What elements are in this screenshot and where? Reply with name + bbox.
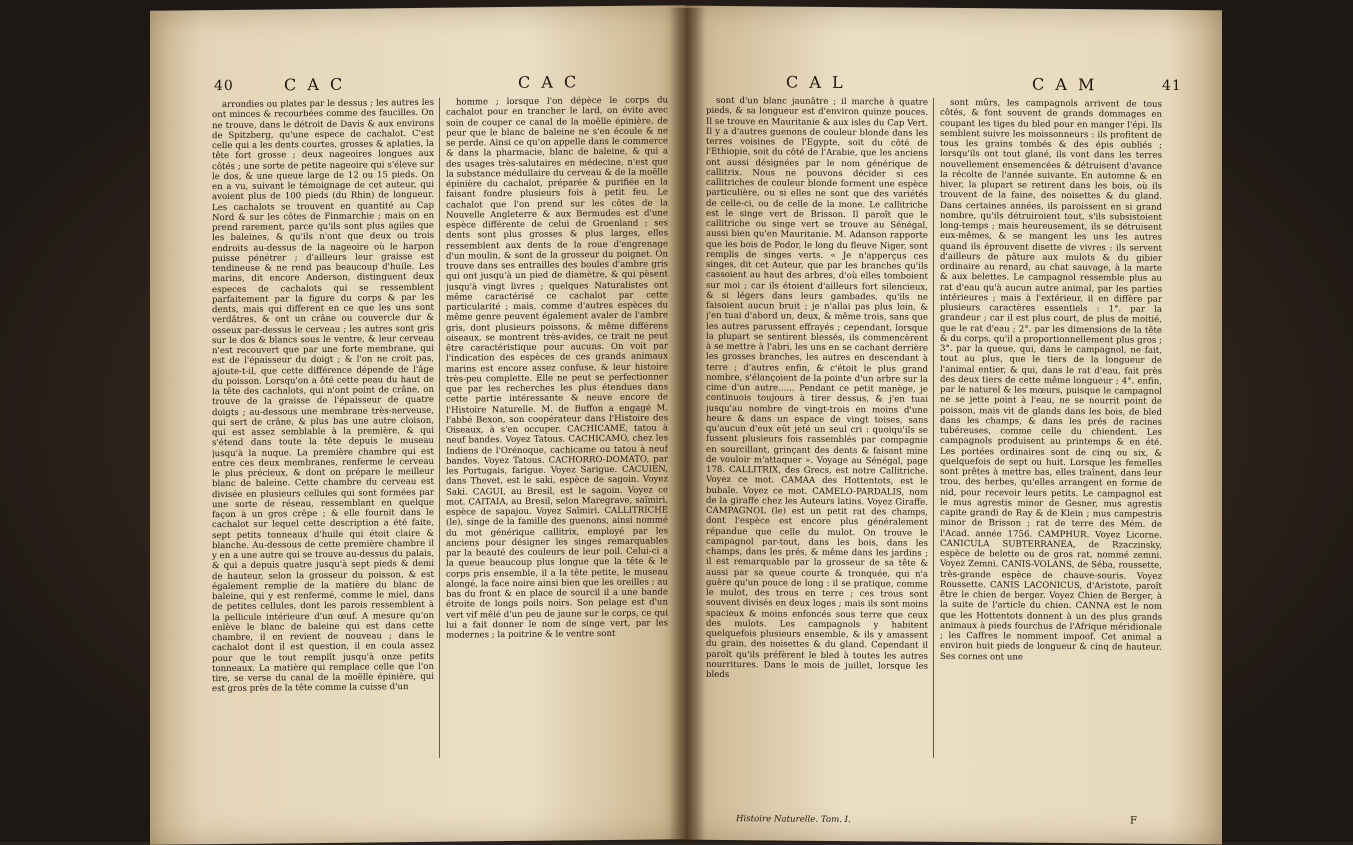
left-column-2 (446, 95, 668, 837)
right-page (686, 6, 1222, 845)
right-page-signature: F (1130, 815, 1137, 827)
right-column-rule (933, 98, 934, 758)
right-column-1 (706, 96, 928, 838)
left-column-2-text: homme ; lorsque l'on dépèce le corps du cachalot pour en trancher le lard, on évite avec soin de couper ce canal de la moëlle épinière, de peur que le blanc de baleine ne s'en écoule & ne se perde. Ainsi ce qu'on appelle dans le commerce & dans la pharmacie, blanc de baleine, & qui a des usages très-salutaires en médecine, n'est que la substance médullaire du cerveau & de la moëlle épinière du cachalot, préparée & purifiée en la faisant fondre plusieurs fois à petit feu. Le cachalot que l'on prend sur les côtes de la Nouvelle Angleterre & aux Bermudes est d'une espèce différente de celui de Groenland ; ses dents sont plus grosses & plus larges, elles ressemblent aux dents de la roue d'engrenage d'un moulin, & sont de la grosseur du poignet. On trouve dans ses entrailles des boules d'ambre gris qui ont jusqu'à un pied de diamètre, & qui pèsent jusqu'à vingt livres ; quelques Naturalistes ont même caractérisé ce cachalot par cette particularité ; mais, comme d'autres espèces du même genre peuvent également avaler de l'ambre gris, dont plusieurs poissons, & même différens oiseaux, se montrent très-avides, ce trait ne peut être caractéristique pour aucuns. On voit par l'indication des espèces de ces grands animaux marins est encore assez confuse, & leur histoire très-peu complette. Elle ne peut se perfectionner que par les recherches les plus étendues dans cette partie intéressante & neuve encore de l'Histoire Naturelle. M. de Buffon a engagé M. l'abbé Bexon, son coopérateur dans l'Histoire des Oiseaux, à s'en occuper. CACHICAME, tatou à neuf bandes. Voyez Tatous. CACHICAMO, chez les Indiens de l'Orénoque, cachicame ou tatou à neuf bandes. Voyez Tatous. CACHORRO-DOMATO, par les Portugais, farigue. Voyez Sarigue. CACUIEN, dans Thevet, est le saki, espèce de sagoin. Voyez Saki. CAGUI, au Bresil, est le sagoin. Voyez ce mot. CAITAIA, au Bresil, selon Maregrave, saïmiri, espèce de sapajou. Voyez Saïmiri. CALLITRICHE (le), singe de la famille des guenons, ainsi nommé du mot générique callitrix, employé par les anciens pour désigner les singes remarquables par la beauté des couleurs de leur poil. Celui-ci a la queue beaucoup plus longue que la tête & le corps pris ensemble, il a la tête petite, le museau alongé, la face noire ainsi bien que les oreilles ; au bas du front & en place de sourcil il a une bande étroite de longs poils noirs. Son pelage est d'un vert vif mêlé d'un peu de jaune sur le corps, ce qui lui a fait donner le nom de singe vert, par les modernes ; la poitrine & le ventre sont (446, 95, 668, 641)
left-page-number: 40 (214, 77, 234, 95)
left-column-rule (439, 98, 440, 758)
open-book (150, 8, 1222, 842)
left-catchword-2: C A C (518, 72, 580, 92)
left-page-header (150, 71, 686, 99)
left-page (150, 5, 686, 845)
right-column-2-text: sont mûrs, les campagnols arrivent de tous côtés, & font souvent de grands dommages en coupant les tiges du bled pour en manger l'épi. Ils semblent suivre les moissonneurs : ils profitent de tous les grains tombés & des épis oubliés ; lorsqu'ils ont tout glané, ils vont dans les terres nouvellement ensemencées & détruisent d'avance la récolte de l'année suivante. En automne & en hiver, la plupart se retirent dans les bois, où ils trouvent de la faine, des noisettes & du gland. Dans certaines années, ils paroissent en si grand nombre, qu'ils détruiroient tout, s'ils subsistoient long-temps ; mais heureusement, ils se détruisent eux-mêmes, & se mangent les uns les autres quand ils éprouvent disette de vivres : ils servent d'ailleurs de pâture aux mulots & du gibier ordinaire au renard, au chat sauvage, à la marte & aux belettes. Le campagnol ressemble plus au rat d'eau qu'à aucun autre animal, par les parties intérieures ; mais à l'extérieur, il en diffère par plusieurs caractères essentiels : 1°. par la grandeur ; car il est plus court, de plus de moitié, que le rat d'eau ; 2°. par les dimensions de la tête & du corps, qu'il a proportionnellement plus gros ; 3°. par la queue, qui, dans le campagnol, ne fait, tout au plus, que le tiers de la longueur de l'animal entier, & qui, dans le rat d'eau, fait près des deux tiers de cette même longueur ; 4°. enfin, par le naturel & les mœurs, puisque le campagnol ne se jette point à l'eau, ne se nourrit point de poisson, mais vit de glands dans les bois, de bled dans les champs, & dans les prés de racines tubéreuses, comme celle du chiendent. Les campagnols produisent au printemps & en été. Les portées ordinaires sont de cinq ou six, & quelquefois de sept ou huit. Lorsque les femelles sont prêtes à mettre bas, elles traînent, dans leur trou, des herbes, qu'elles arrangent en forme de nid, pour recevoir leurs petits. Le campagnol est le mus agrestis minor de Gesner, mus agrestis capite grandi de Ray & de Klein ; mus campestris minor de Brisson ; rat de terre des Mém. de l'Acad. année 1756. CAMPHUR. Voyez Licorne. CANICULA SUBTERRANEA, de Rzaczinsky, espèce de belette ou de gros rat, nommé zemni. Voyez Zemni. CANIS-VOLANS, de Séba, roussette, très-grande espèce de chauve-souris. Voyez Roussette. CANIS LACONICUS, d'Aristote, paroît être le chien de berger. Voyez Chien de Berger, à la suite de l'article du chien. CANNA est le nom que les Hottentots donnent à un des plus grands animaux à pieds fourchus de l'Afrique méridionale ; les Caffres le nomment impoof. Cet animal a environ huit pieds de longueur & cinq de hauteur. Ses cornes ont une (940, 97, 1162, 663)
right-page-header (686, 72, 1222, 99)
right-page-footer-title: Histoire Naturelle. Tom. I. (736, 814, 851, 826)
right-column-2 (940, 98, 1162, 840)
right-page-columns (706, 96, 1162, 840)
right-catchword-2: C A M (1032, 74, 1098, 95)
left-column-1-text: arrondies ou plates par le dessus ; les autres les ont minces & recourbées comme des faucilles. On ne trouve, dans le détroit de Davis & aux environs de Spitzberg, qu'une espece de cachalot. C'est celle qui a les dents courtes, grosses & aplaties, la tête fort grosse ; deux nageoires longues aux côtés ; une sorte de petite nageoire qui s'éleve sur le dos, & une queue large de 12 ou 15 pieds. On en a vu, suivant le témoignage de cet auteur, qui avoient plus de 100 pieds (du Rhin) de longueur. Les cachalots se trouvent en quantité au Cap Nord & sur les côtes de Finmarchie ; mais on en prend rarement, parce qu'ils sont plus agiles que les baleines, & qu'ils n'ont que deux ou trois endroits au-dessus de la nageoire où le harpon puisse pénétrer ; d'ailleurs leur graisse est tendineuse & ne rend pas beaucoup d'huile. Les marins, dit encore Anderson, distinguent deux especes de cachalots qui se ressemblent parfaitement par la figure du corps & par les dents, mais qui different en ce que les uns sont verdâtres, & ont un crâne ou couvercle dur & osseux par-dessus le cerveau ; les autres sont gris sur le dos & blancs sous le ventre, & leur cerveau n'est recouvert que par une forte membrane, qui est de l'épaisseur du doigt ; & l'on ne croit pas, ajoute-t-il, que cette différence dépende de l'âge du poisson. Lorsqu'on a ôté cette peau du haut de la tête des cachalots, qui n'ont point de crâne, on trouve de la graisse de l'épaisseur de quatre doigts ; au-dessous une membrane très-nerveuse, qui sert de crâne, & plus bas une autre cloison, qui est assez semblable à la première, & qui s'étend dans toute la tête depuis le museau jusqu'à la nuque. La première chambre qui est entre ces deux membranes, renferme le cerveau le plus précieux, & dont on prépare le meilleur blanc de baleine. Cette chambre du cerveau est divisée en plusieurs cellules qui sont formées par une sorte de réseau, ressemblant en quelque façon à un gros crêpe ; & elle fournit dans le cachalot sur lequel cette description a été faite, sept petits tonneaux d'huile qui étoit claire & blanche. Au-dessous de cette première chambre il y en a une autre qui se trouve au-dessus du palais, & qui a depuis quatre jusqu'à sept pieds & demi de hauteur, selon la grosseur du poisson, & est également remplie de la matière du blanc de baleine, qui y est renfermé, comme le miel, dans de petites cellules, dont les parois ressemblent à la pellicule intérieure d'un œuf. A mesure qu'on enlève le blanc de baleine qui est dans cette chambre, il en revient de nouveau ; dans le cachalot dont il est question, il en coula assez pour que le tout remplît jusqu'à onze petits tonneaux. La matière qui remplace celle que l'on tire, se verse du canal de la moëlle épinière, qui est gros près de la tête comme la cuisse d'un (212, 97, 434, 695)
right-catchword-1: C A L (786, 72, 846, 93)
left-catchword-1: C A C (284, 74, 346, 95)
left-page-columns (212, 95, 668, 840)
right-page-number: 41 (1162, 77, 1182, 94)
right-column-1-text: sont d'un blanc jaunâtre ; il marche à quatre pieds, & sa longueur est d'environ quinze pouces. Il se trouve en Mauritanie & aux isles du Cap Vert. Il y a d'autres guenons de couleur blonde dans les terres voisines de l'Egypte, soit du côté de l'Ethiopie, soit du côté de l'Arabie, que les anciens ont aussi désignées par le nom générique de callitrix. Nous ne pouvons décider si ces callitriches de couleur blonde forment une espèce particulière, ou si elles ne sont que des variétés de celle-ci, ou de celle de la mone. Le callitriche est le singe vert de Brisson. Il paroît que le callitriche ou singe vert se trouve au Sénégal, aussi bien qu'en Mauritanie. M. Adanson rapporte que les bois de Podor, le long du fleuve Niger, sont remplis de singes verts. « Je n'apperçus ces singes, dit cet Auteur, que par les branches qu'ils cassoient au haut des arbres, d'où elles tomboient sur moi ; car ils étoient d'ailleurs fort silencieux, & si légers dans leurs gambades, qu'ils ne faisoient aucun bruit ; je n'allai pas plus loin, & j'en tuai d'abord un, deux, & même trois, sans que les autres parussent effrayés ; cependant, lorsque la plupart se sentirent blessés, ils commencèrent à se mettre à l'abri, les uns en se cachant derrière les grosses branches, les autres en descendant à terre ; d'autres enfin, & c'étoit le plus grand nombre, s'élançoient de la pointe d'un arbre sur la cime d'un autre...... Pendant ce petit manège, je continuois toujours à tirer dessus, & j'en tuai jusqu'au nombre de vingt-trois en moins d'une heure & dans un espace de vingt toises, sans qu'aucun d'eux eût jeté un seul cri : quoiqu'ils se fussent plusieurs fois rassemblés par compagnie en sourcillant, grinçant des dents & faisant mine de vouloir m'attaquer ». Voyage au Sénégal, page 178. CALLITRIX, des Grecs, est notre Callitriche. Voyez ce mot. CAMAA des Hottentots, est le bubale. Voyez ce mot. CAMELO-PARDALIS, nom de la giraffe chez les Auteurs latins. Voyez Giraffe. CAMPAGNOL (le) est un petit rat des champs, dont l'espèce est encore plus généralement répandue que celle du mulot. On trouve le campagnol par-tout, dans les bois, dans les champs, dans les prés, & même dans les jardins ; il est remarquable par la grosseur de sa tête & aussi par sa queue courte & tronquée, qui n'a guère qu'un pouce de long : il se pratique, comme le mulot, des trous en terre ; ces trous sont souvent divisés en deux loges ; mais ils sont moins spacieux & moins enfoncés sous terre que ceux des mulots. Les campagnols y habitent quelquefois plusieurs ensemble, & ils y amassent du grain, des noisettes & du gland. Cependant il paroît qu'ils préfèrent le bled à toutes les autres nourritures. Dans le mois de juillet, lorsque les bleds (706, 95, 928, 681)
left-column-1 (212, 98, 434, 840)
